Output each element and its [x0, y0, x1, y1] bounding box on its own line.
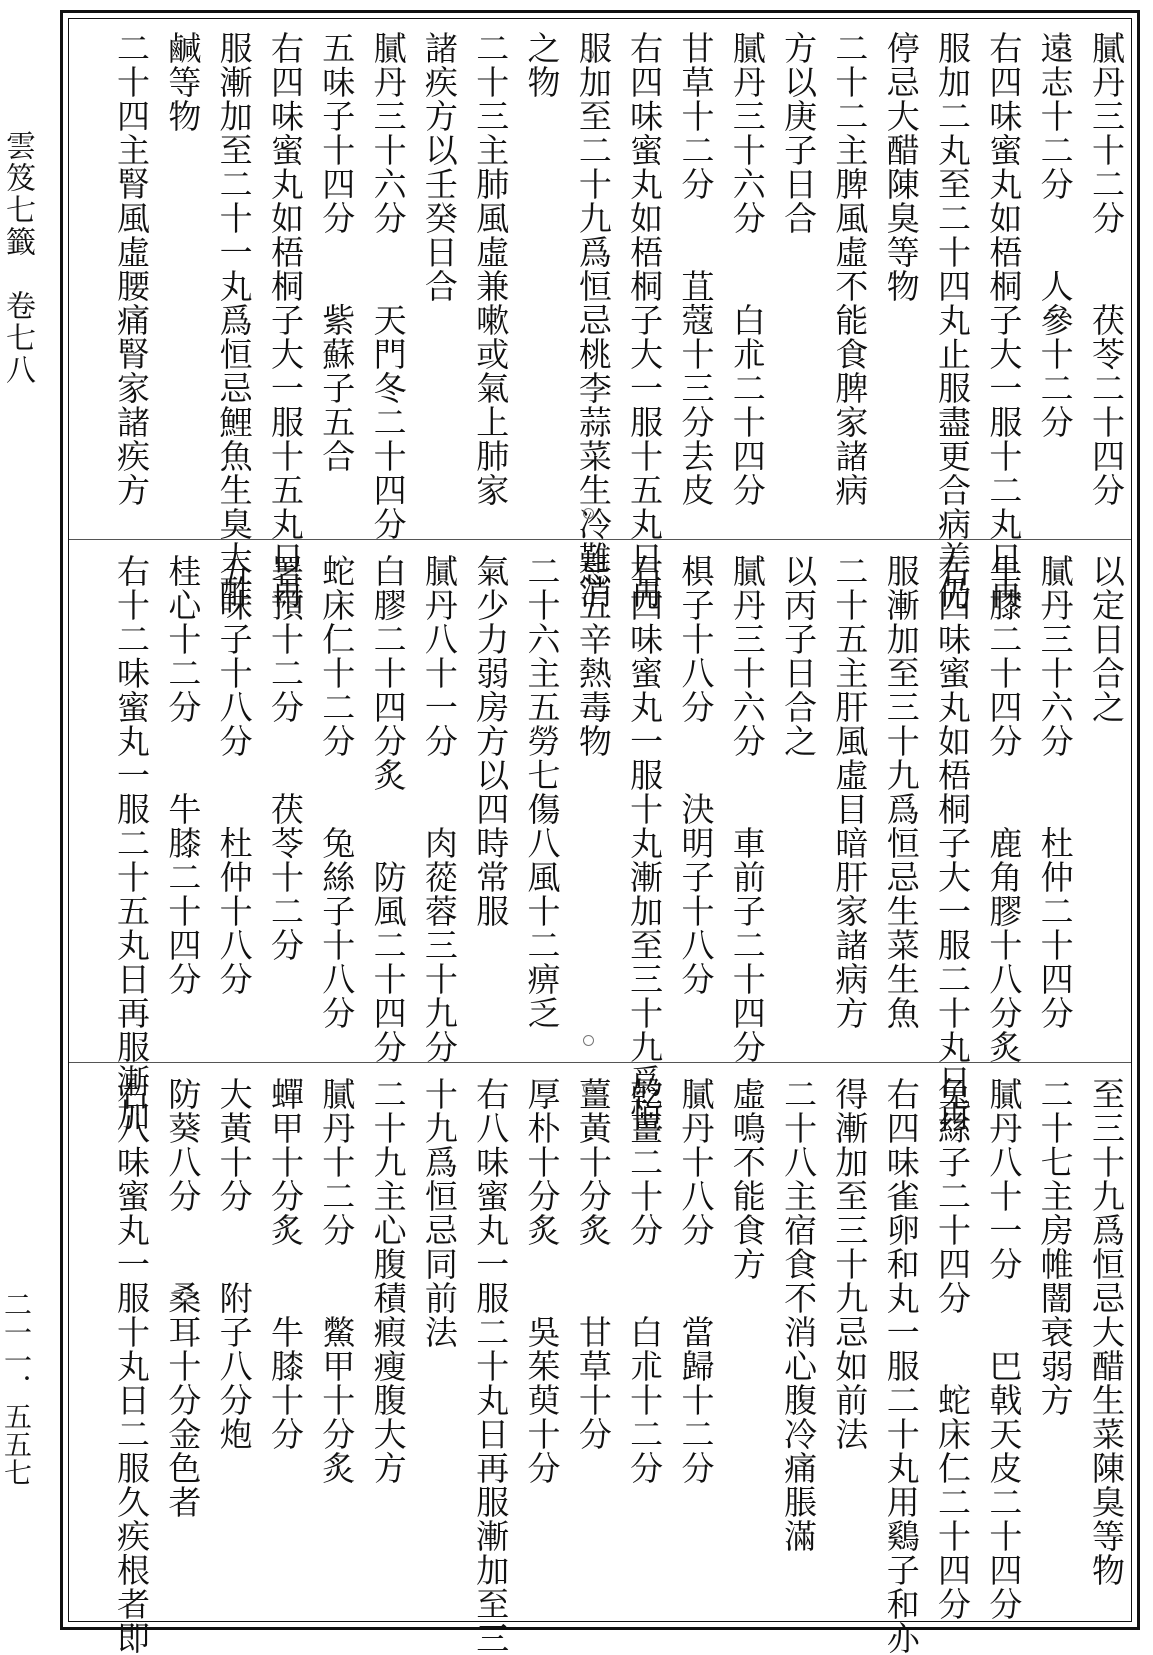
text-column: 右四味雀卵和丸一服二十丸用鷄子和亦 [881, 1077, 921, 1655]
text-column: 二十四主腎風虛腰痛腎家諸疾方 [112, 31, 151, 507]
text-column: 膩丹三十六分 白朮二十四分 [727, 31, 767, 507]
page-frame [60, 10, 1140, 1655]
text-column: 二十二主脾風虛不能食脾家諸病 [830, 31, 870, 507]
text-column: 膩丹十二分 鱉甲十分炙 [317, 1077, 357, 1485]
text-column: 二十八主宿食不消心腹冷痛脹滿 [779, 1077, 819, 1553]
text-column: 膩丹三十六分 杜仲二十四分 [1035, 554, 1075, 1030]
text-column: 服漸加至三十九爲恒忌生菜生魚 [881, 554, 921, 1030]
text-column: 二十七主房帷闇衰弱方 [1035, 1077, 1075, 1417]
text-column: 氣少力弱房方以四時常服 [471, 554, 511, 928]
text-column: 膩丹八十一分 巴戟天皮二十四分 [984, 1077, 1024, 1621]
text-column: 二十六主五勞七傷八風十二痹乏 [522, 554, 562, 1030]
text-column: 停忌大醋陳臭等物 [881, 31, 921, 303]
text-column: 膩丹八十一分 肉蓯蓉三十九分 [419, 554, 459, 1064]
text-column: 牛膝二十四分 鹿角膠十八分炙 [984, 554, 1024, 1064]
text-column: 服加二丸至二十四丸止服盡更合病差仍 [933, 31, 972, 609]
text-column: 膩丹三十二分 茯苓二十四分 [1086, 31, 1126, 507]
text-column: 椇子十八分 決明子十八分 [676, 554, 716, 996]
text-column: 防葵八分 桑耳十分金色者 [163, 1077, 203, 1519]
text-column: 右四味蜜丸一服十丸漸加至三十九爲恒 [625, 554, 665, 1132]
text-column: 鹹等物 [163, 31, 203, 133]
text-column: 兔絲子二十四分 蛇床仁二十四分 [933, 1077, 972, 1621]
binding-hole-mark [583, 508, 594, 519]
text-column: 右四味蜜丸如梧桐子大一服十二丸日再 [984, 31, 1024, 609]
register-bottom [69, 1062, 1131, 1655]
text-column: 右四味蜜丸如梧桐子大一服十五丸日再 [625, 31, 665, 609]
text-column: 白膠二十四分炙 防風二十四分 [368, 554, 408, 1064]
text-column: 二十九主心腹積瘕瘦腹大方 [368, 1077, 408, 1485]
text-column: 膩丹三十六分 車前子二十四分 [727, 554, 767, 1064]
text-column: 服加至二十九爲恒忌桃李蒜菜生冷難消 [573, 31, 613, 609]
register-top [69, 17, 1131, 609]
text-column: 薑黃十分炙 甘草十分 [573, 1077, 613, 1451]
text-column: 遠志十二分 人參十二分 [1035, 31, 1075, 439]
text-column: 至三十九爲恒忌大醋生菜陳臭等物 [1086, 1077, 1126, 1587]
text-column: 之物 [522, 31, 562, 99]
text-column: 忌五辛熱毒物 [573, 554, 613, 758]
text-column: 蟬甲十分炙 牛膝十分 [265, 1077, 305, 1451]
text-column: 右十二味蜜丸一服二十五丸日再服漸加 [112, 554, 151, 1132]
binding-hole-mark [583, 1083, 594, 1094]
text-column: 五味子十四分 紫蘇子五合 [317, 31, 357, 473]
text-column: 乾薑二十分 白朮十二分 [625, 1077, 665, 1485]
binding-hole-mark [583, 1035, 594, 1046]
text-column: 厚朴十分炙 吳茱萸十分 [522, 1077, 562, 1485]
page-number: 二一一．五五七 [0, 1290, 33, 1486]
text-column: 以丙子日合之 [779, 554, 819, 758]
columns-middle [69, 540, 1131, 1132]
text-column: 蛇床仁十二分 兔絲子十八分 [317, 554, 357, 1030]
text-column: 五味子十八分 杜仲十八分 [214, 554, 254, 996]
text-column: 諸疾方以壬癸日合 [419, 31, 459, 303]
text-column: 右八味蜜丸一服二十丸日再服漸加至三 [471, 1077, 511, 1655]
text-column: 大黃十分 附子八分炮 [214, 1077, 254, 1451]
text-column: 得漸加至三十九忌如前法 [830, 1077, 870, 1451]
text-column: 右四味蜜丸如梧桐子大一服十五丸日再 [265, 31, 305, 609]
text-column: 署預十二分 茯苓十二分 [265, 554, 305, 962]
text-column: 方以庚子日合 [779, 31, 819, 235]
text-column: 虛鳴不能食方 [727, 1077, 767, 1281]
text-column: 以定日合之 [1086, 554, 1126, 724]
text-column: 膩丹三十六分 天門冬二十四分 [368, 31, 408, 541]
text-column: 右四味蜜丸如梧桐子大一服二十丸日再 [933, 554, 972, 1132]
columns-bottom [69, 1063, 1131, 1655]
book-title: 雲笈七籤 卷七八 [0, 130, 35, 386]
text-column: 二十五主肝風虛目暗肝家諸病方 [830, 554, 870, 1030]
text-column: 右八味蜜丸一服十丸日二服久疾根者即 [112, 1077, 151, 1655]
text-column: 桂心十二分 牛膝二十四分 [163, 554, 203, 996]
text-column: 十九爲恒忌同前法 [419, 1077, 459, 1349]
text-column: 二十三主肺風虛兼嗽或氣上肺家 [471, 31, 511, 507]
text-column: 膩丹十八分 當歸十二分 [676, 1077, 716, 1485]
text-column: 服漸加至二十一丸爲恒忌鯉魚生臭大酢 [214, 31, 254, 609]
register-middle [69, 539, 1131, 1132]
binding-hole-mark [583, 49, 594, 60]
text-column: 甘草十二分 苴蔻十三分去皮 [676, 31, 716, 507]
columns-top [69, 17, 1131, 609]
